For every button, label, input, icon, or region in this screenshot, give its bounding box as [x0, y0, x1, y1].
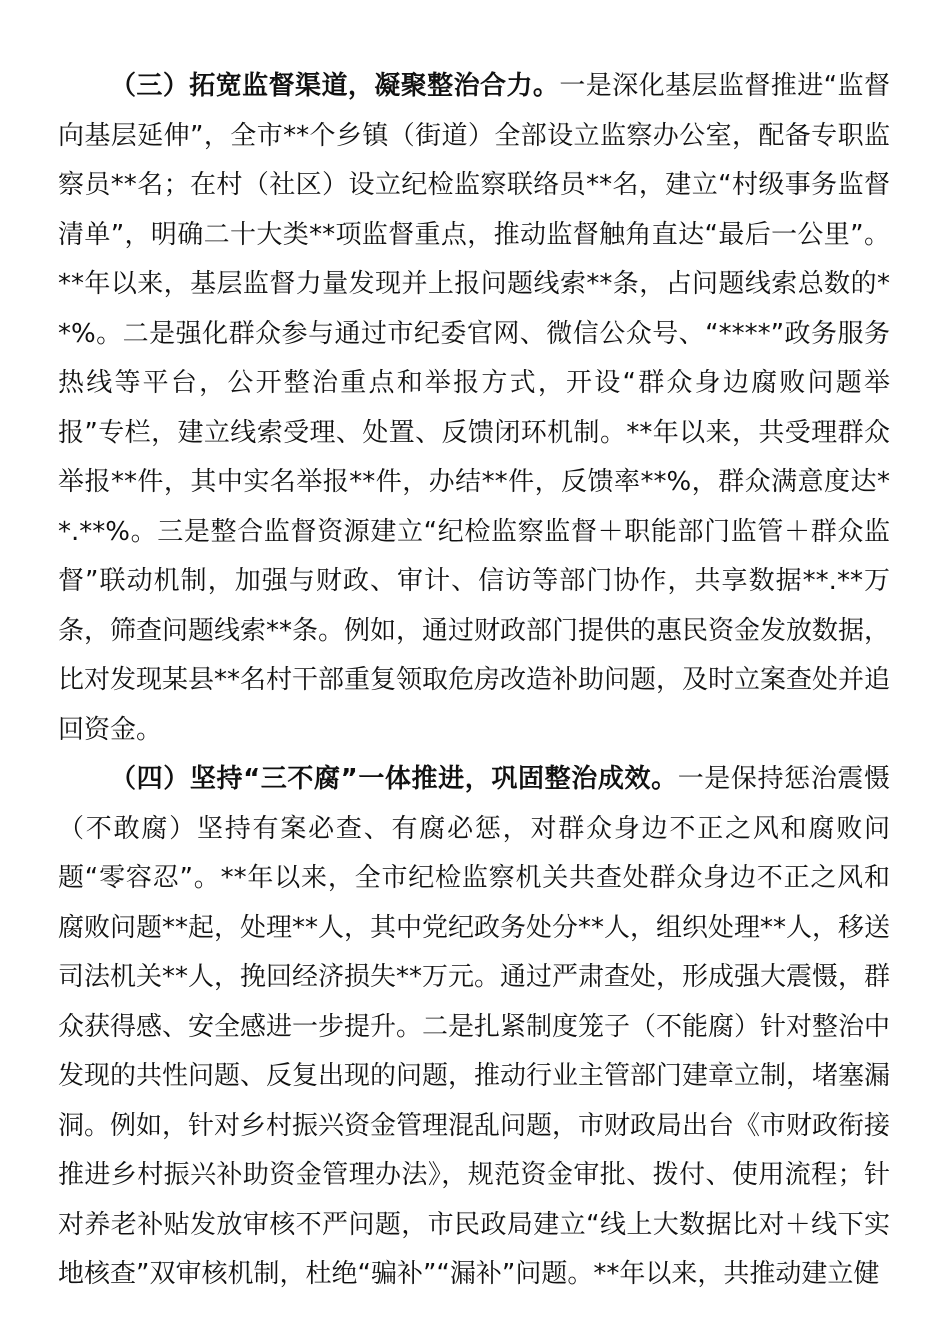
section-3-body: 一是深化基层监督推进“监督向基层延伸”，全市**个乡镇（街道）全部设立监察办公室，配备专职监察员**名；在村（社区）设立纪检监察联络员**名，建立“村级事务监督清单”，明确二十大类**项监督重点，推动监督触角直达“最后一公里”。**年以来，基层监督力量发现并上报问题线索**条，占问题线索总数的**%。二是强化群众参与通过市纪委官网、微信公众号、“****”政务服务热线等平台，公开整治重点和举报方式，开设“群众身边腐败问题举报”专栏，建立线索受理、处置、反馈闭环机制。**年以来，共受理群众举报**件，其中实名举报**件，办结**件，反馈率**%，群众满意度达**.**%。三是整合监督资源建立“纪检监察监督＋职能部门监管＋群众监督”联动机制，加强与财政、审计、信访等部门协作，共享数据**.**万条，筛查问题线索**条。例如，通过财政部门提供的惠民资金发放数据，比对发现某县**名村干部重复领取危房改造补助问题，及时立案查处并追回资金。	[58, 71, 891, 745]
section-3-heading: （三）拓宽监督渠道，凝聚整治合力。	[110, 71, 560, 101]
document-page	[58, 62, 890, 1300]
section-4-heading: （四）坚持“三不腐”一体推进，巩固整治成效。	[110, 764, 678, 794]
paragraph-section-3	[58, 62, 890, 755]
paragraph-section-4	[58, 755, 890, 1300]
section-4-body: 一是保持惩治震慑（不敢腐）坚持有案必查、有腐必惩，对群众身边不正之风和腐败问题“零容忍”。**年以来，全市纪检监察机关共查处群众身边不正之风和腐败问题**起，处理**人，其中党纪政务处分**人，组织处理**人，移送司法机关**人，挽回经济损失**万元。通过严肃查处，形成强大震慑，群众获得感、安全感进一步提升。二是扎紧制度笼子（不能腐）针对整治中发现的共性问题、反复出现的问题，推动行业主管部门建章立制，堵塞漏洞。例如，针对乡村振兴资金管理混乱问题，市财政局出台《市财政衔接推进乡村振兴补助资金管理办法》，规范资金审批、拨付、使用流程；针对养老补贴发放审核不严问题，市民政局建立“线上大数据比对＋线下实地核查”双审核机制，杜绝“骗补”“漏补”问题。**年以来，共推动建立健	[58, 764, 891, 1289]
